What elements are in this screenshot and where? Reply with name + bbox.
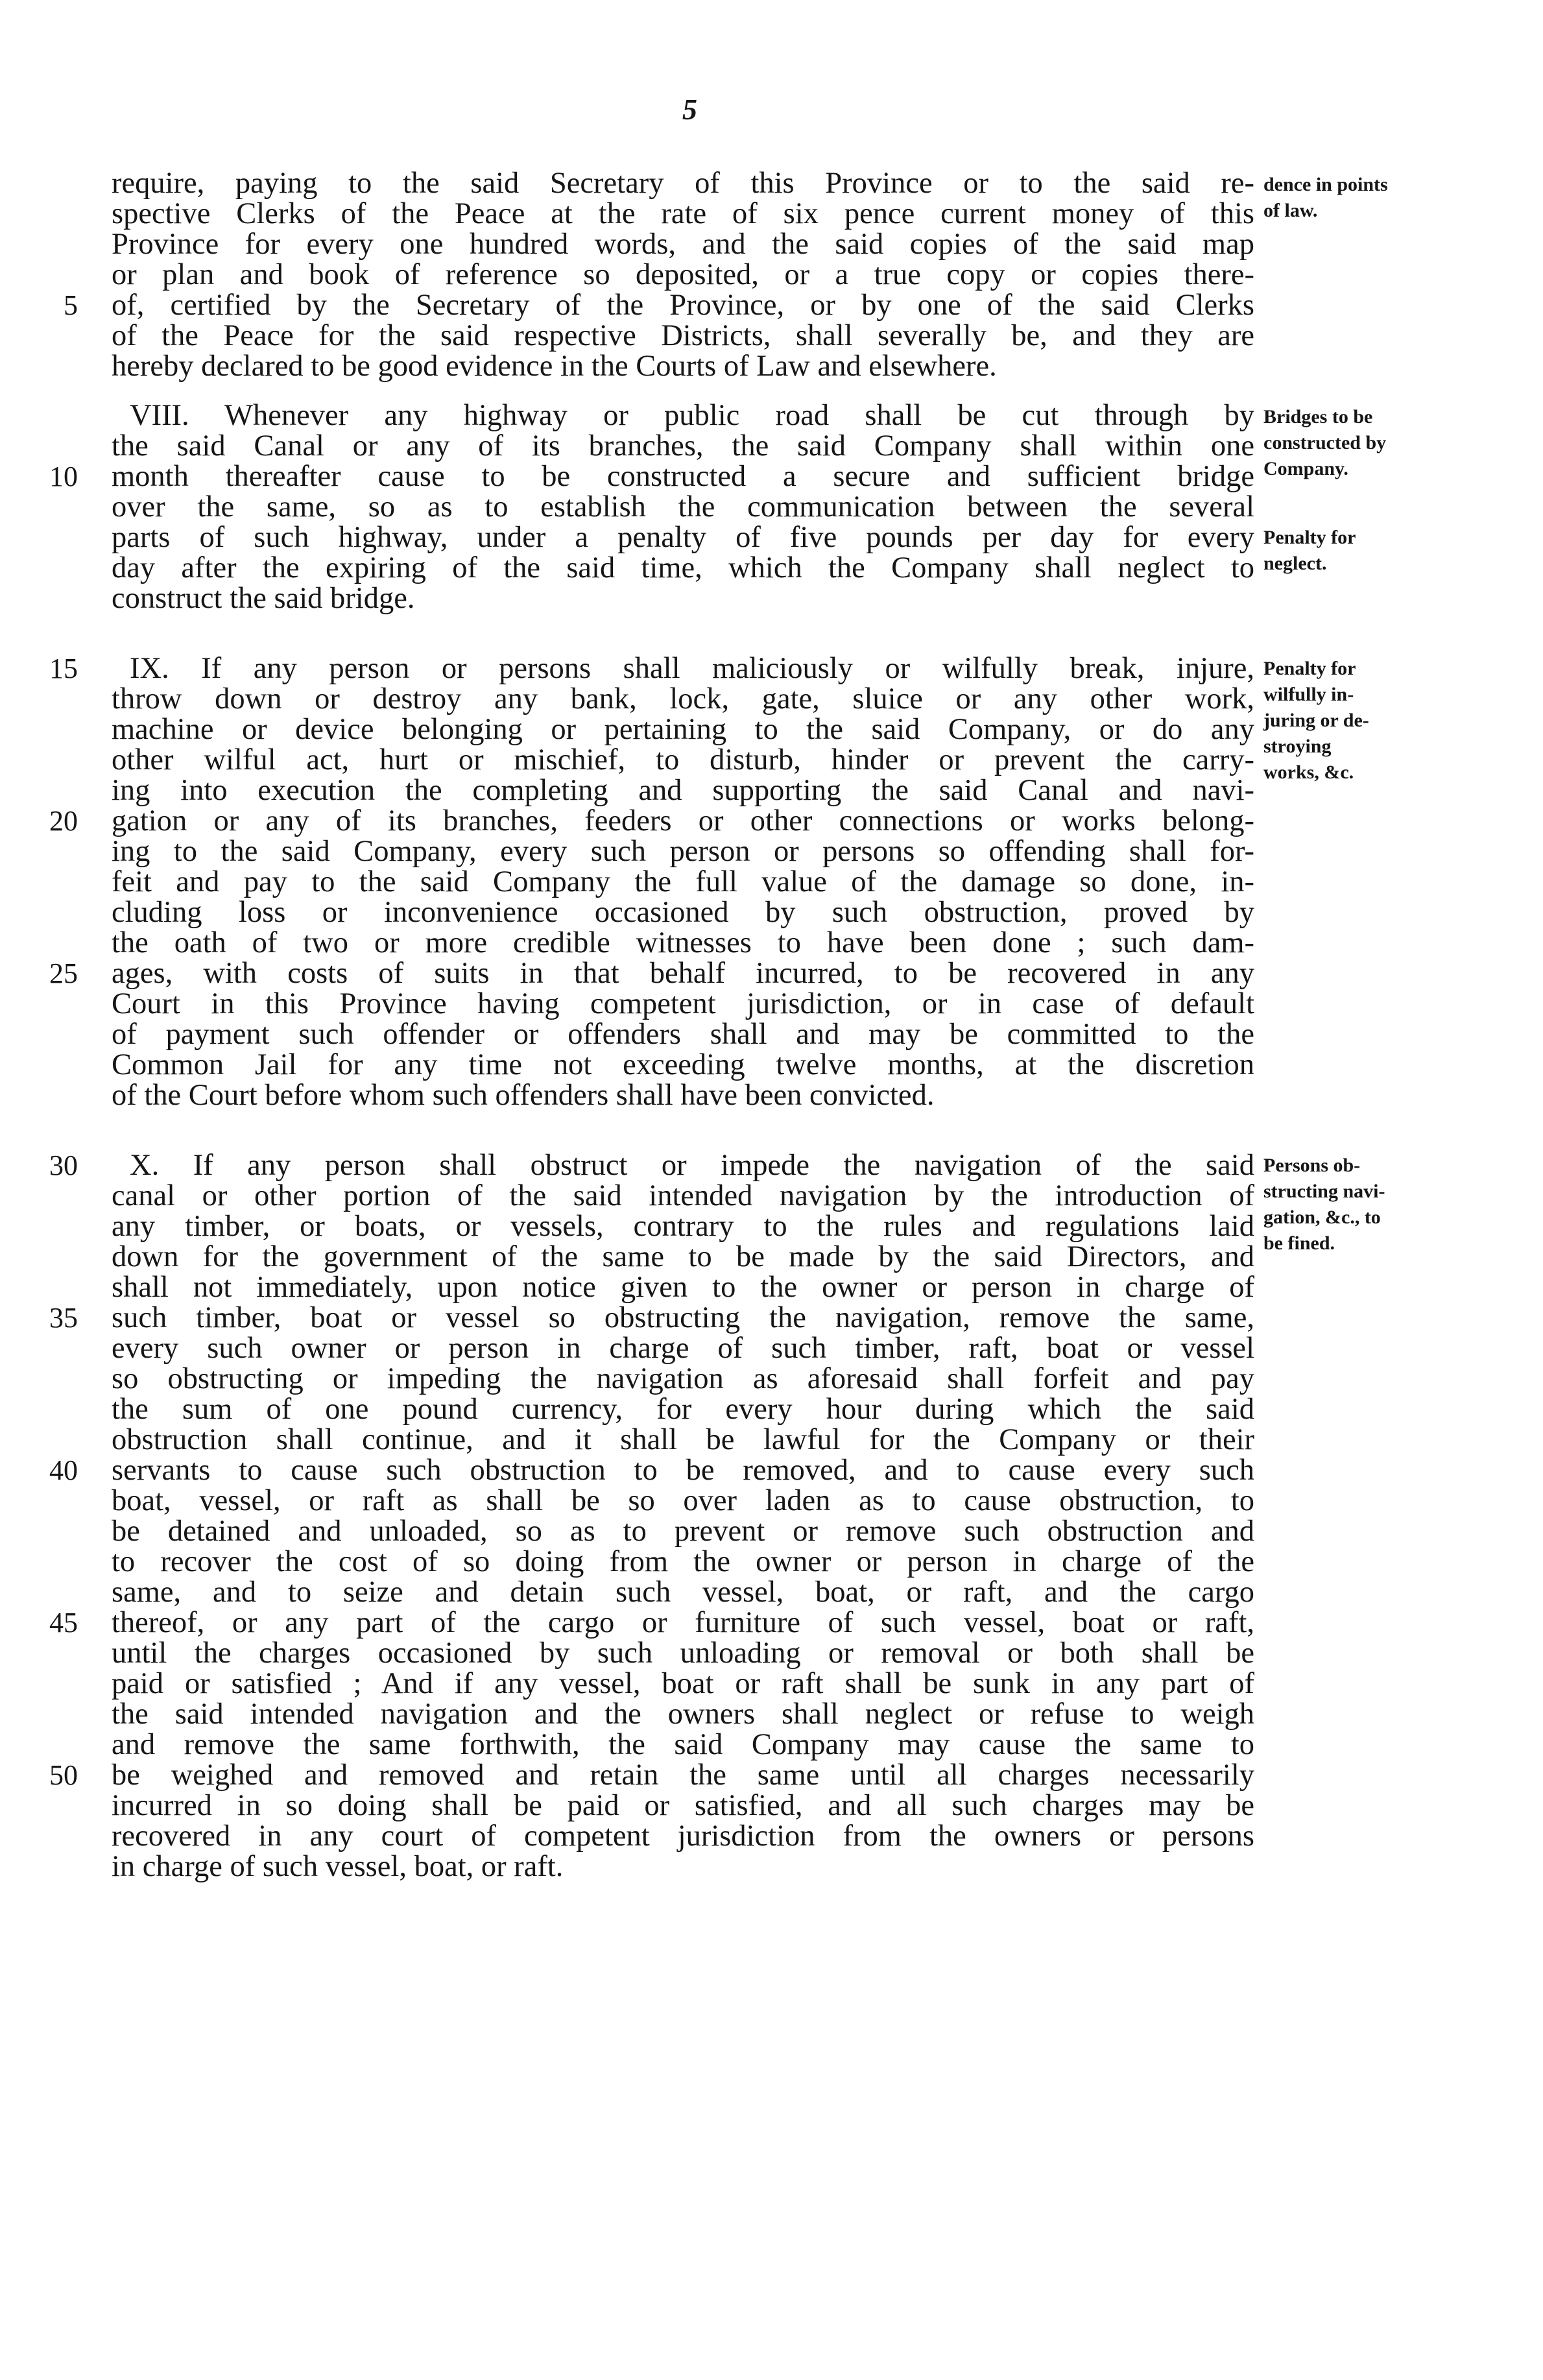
line-number: 25 [49, 957, 78, 989]
line-number: 20 [49, 805, 78, 837]
text-line: to recover the cost of so doing from the owner or person in charge of the [112, 1545, 1254, 1578]
line-number: 10 [49, 461, 78, 492]
text-line: canal or other portion of the said intended navigation by the introduction of [112, 1179, 1254, 1212]
text-line: any timber, or boats, or vessels, contrary to the rules and regulations laid [112, 1210, 1254, 1243]
line-number: 30 [49, 1149, 78, 1181]
text-line: be detained and unloaded, so as to prevent or remove such obstruction and [112, 1515, 1254, 1548]
page-number: 5 [682, 93, 697, 126]
text-line: Court in this Province having competent jurisdiction, or in case of default [112, 987, 1254, 1020]
margin-note: juring or de- [1263, 710, 1369, 731]
line-number: 40 [49, 1454, 78, 1486]
margin-note: Penalty for [1263, 527, 1356, 548]
text-line: month thereafter cause to be constructed a secure and sufficient bridge [112, 460, 1254, 493]
text-line: of, certified by the Secretary of the Province, or by one of the said Clerks [112, 289, 1254, 322]
text-line: Province for every one hundred words, and the said copies of the said map [112, 228, 1254, 261]
text-line: require, paying to the said Secretary of this Province or to the said re- [112, 167, 1254, 200]
text-line: the said intended navigation and the owners shall neglect or refuse to weigh [112, 1698, 1254, 1731]
margin-note: Persons ob- [1263, 1155, 1361, 1176]
text-line: and remove the same forthwith, the said Company may cause the same to [112, 1728, 1254, 1761]
text-line: boat, vessel, or raft as shall be so over laden as to cause obstruction, to [112, 1484, 1254, 1517]
line-number: 45 [49, 1607, 78, 1639]
text-line: in charge of such vessel, boat, or raft. [112, 1850, 564, 1883]
text-line: incurred in so doing shall be paid or satisfied, and all such charges may be [112, 1789, 1254, 1822]
text-line: parts of such highway, under a penalty of five pounds per day for every [112, 521, 1254, 554]
margin-note: Bridges to be [1263, 406, 1373, 427]
text-line: or plan and book of reference so deposited, or a true copy or copies there- [112, 258, 1254, 291]
text-line: shall not immediately, upon notice given to the owner or person in charge of [112, 1271, 1254, 1304]
text-line: ing into execution the completing and supporting the said Canal and navi- [112, 774, 1254, 807]
text-line: construct the said bridge. [112, 582, 415, 615]
text-line: recovered in any court of competent jurisdiction from the owners or persons [112, 1820, 1254, 1853]
text-line: the sum of one pound currency, for every hour during which the said [112, 1393, 1254, 1426]
text-line: of payment such offender or offenders shall and may be committed to the [112, 1018, 1254, 1051]
text-line: of the Peace for the said respective Districts, shall severally be, and they are [112, 319, 1254, 352]
margin-note: dence in points [1263, 174, 1388, 195]
text-line: be weighed and removed and retain the same until all charges necessarily [112, 1759, 1254, 1792]
margin-note: works, &c. [1263, 762, 1354, 783]
text-line: thereof, or any part of the cargo or furniture of such vessel, boat or raft, [112, 1606, 1254, 1639]
text-line: over the same, so as to establish the communication between the several [112, 490, 1254, 523]
text-line: of the Court before whom such offenders shall have been convicted. [112, 1079, 935, 1112]
line-number: 15 [49, 653, 78, 684]
text-line: such timber, boat or vessel so obstructing the navigation, remove the same, [112, 1301, 1254, 1334]
text-line: Common Jail for any time not exceeding twelve months, at the discretion [112, 1048, 1254, 1081]
text-line: obstruction shall continue, and it shall be lawful for the Company or their [112, 1423, 1254, 1456]
text-line: so obstructing or impeding the navigation as aforesaid shall forfeit and pay [112, 1362, 1254, 1395]
text-line: until the charges occasioned by such unloading or removal or both shall be [112, 1637, 1254, 1670]
margin-note: be fined. [1263, 1232, 1335, 1254]
margin-note: structing navi- [1263, 1181, 1385, 1202]
text-line: servants to cause such obstruction to be removed, and to cause every such [112, 1454, 1254, 1487]
margin-note: Company. [1263, 458, 1348, 479]
margin-note: gation, &c., to [1263, 1207, 1381, 1228]
text-line: other wilful act, hurt or mischief, to disturb, hinder or prevent the carry- [112, 743, 1254, 776]
text-line: gation or any of its branches, feeders or other connections or works belong- [112, 804, 1254, 837]
text-line: hereby declared to be good evidence in the Courts of Law and elsewhere. [112, 350, 997, 383]
line-number: 50 [49, 1759, 78, 1791]
text-line: day after the expiring of the said time, which the Company shall neglect to [112, 551, 1254, 584]
margin-note: constructed by [1263, 432, 1387, 453]
margin-note: neglect. [1263, 553, 1327, 574]
text-line: feit and pay to the said Company the full value of the damage so done, in- [112, 865, 1254, 898]
text-line: ing to the said Company, every such person or persons so offending shall for- [112, 835, 1254, 868]
text-line: ages, with costs of suits in that behalf incurred, to be recovered in any [112, 957, 1254, 990]
text-line: machine or device belonging or pertaining to the said Company, or do any [112, 713, 1254, 746]
text-line: down for the government of the same to be made by the said Directors, and [112, 1240, 1254, 1273]
margin-note: stroying [1263, 736, 1332, 757]
line-number: 5 [64, 289, 78, 321]
text-line: every such owner or person in charge of such timber, raft, boat or vessel [112, 1332, 1254, 1365]
line-number: 35 [49, 1302, 78, 1334]
text-line: IX. If any person or persons shall maliciously or wilfully break, injure, [130, 652, 1254, 685]
text-line: paid or satisfied ; And if any vessel, boat or raft shall be sunk in any part of [112, 1667, 1254, 1700]
text-line: VIII. Whenever any highway or public road shall be cut through by [130, 399, 1254, 432]
text-line: throw down or destroy any bank, lock, gate, sluice or any other work, [112, 682, 1254, 715]
text-line: cluding loss or inconvenience occasioned by such obstruction, proved by [112, 896, 1254, 929]
text-line: same, and to seize and detain such vessel, boat, or raft, and the cargo [112, 1576, 1254, 1609]
text-line: X. If any person shall obstruct or impede the navigation of the said [130, 1149, 1254, 1182]
text-line: the oath of two or more credible witnesses to have been done ; such dam- [112, 926, 1254, 959]
margin-note: of law. [1263, 200, 1318, 221]
margin-note: wilfully in- [1263, 684, 1354, 705]
text-line: the said Canal or any of its branches, the said Company shall within one [112, 429, 1254, 463]
margin-note: Penalty for [1263, 658, 1356, 679]
text-line: spective Clerks of the Peace at the rate of six pence current money of this [112, 197, 1254, 230]
